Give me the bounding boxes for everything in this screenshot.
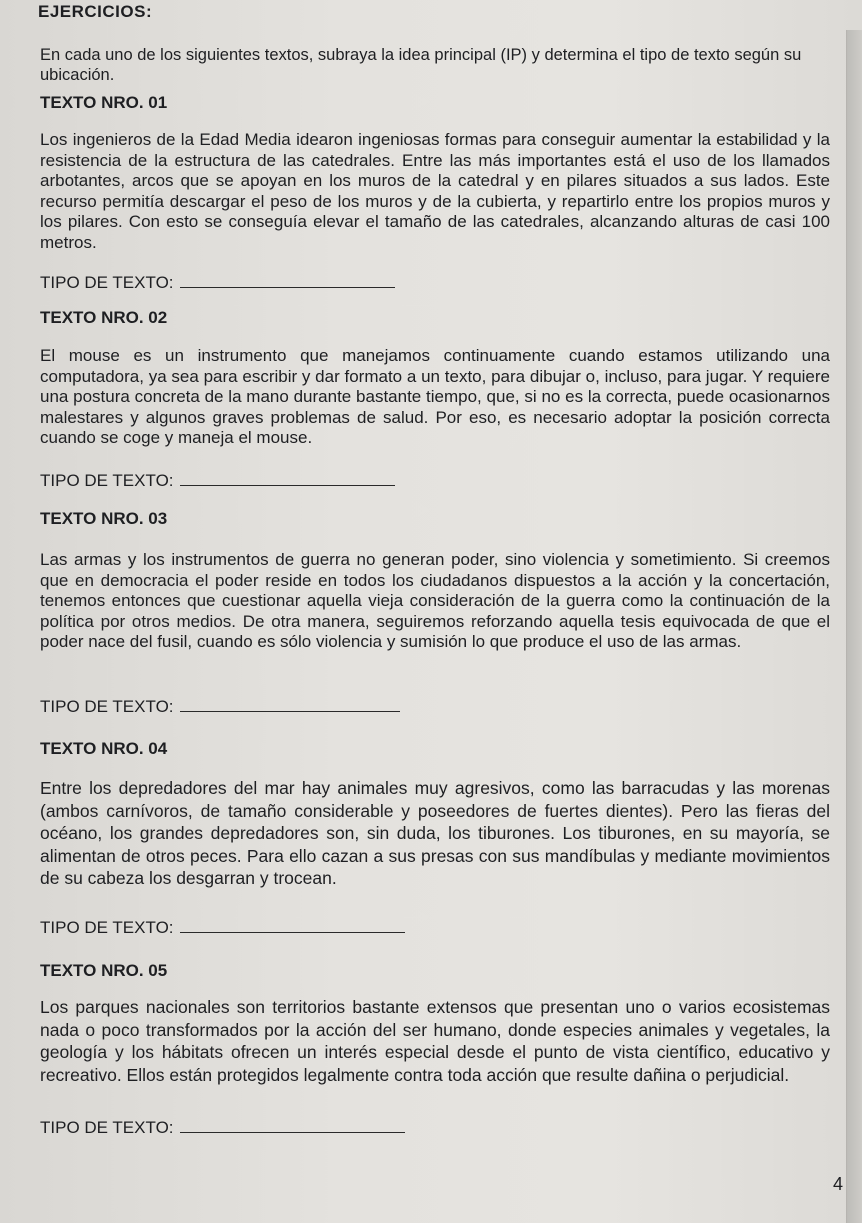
text-5-type-line	[40, 1118, 405, 1138]
text-1-type-line	[40, 273, 395, 293]
text-2-body: El mouse es un instrumento que manejamos continuamente cuando estamos utilizando una computadora, ya sea para escribir y dar formato a un texto, para dibujar o, incluso, para jugar. Y requiere una postura concreta de la mano durante bastante tiempo, que, si no es la correcta, puede ocasionarnos malestares y algunos graves problemas de salud. Por eso, es necesario adoptar la posición correcta cuando se coge y maneja el mouse.	[40, 346, 830, 447]
text-3-type-label: TIPO DE TEXTO:	[40, 697, 174, 716]
text-5-type-blank[interactable]	[180, 1118, 405, 1133]
text-1-title: TEXTO NRO. 01	[40, 93, 168, 112]
text-1-type-label: TIPO DE TEXTO:	[40, 273, 174, 292]
text-4-type-line	[40, 918, 405, 938]
page-header: EJERCICIOS:	[38, 2, 153, 21]
text-4-body: Entre los depredadores del mar hay animales muy agresivos, como las barracudas y las morenas (ambos carnívoros, de tamaño considerable y poseedores de fuertes dientes). Pero las fieras del océano, los grandes depredadores son, sin duda, los tiburones. Los tiburones, en su mayoría, se alimentan de otros peces. Para ello cazan a sus presas con sus mandíbulas y mediante movimientos de su cabeza los desgarran y trocean.	[40, 778, 830, 888]
text-4-type-blank[interactable]	[180, 918, 405, 933]
text-1-body: Los ingenieros de la Edad Media idearon ingeniosas formas para conseguir aumentar la estabilidad y la resistencia de la estructura de las catedrales. Entre las más importantes está el uso de los llamados arbotantes, arcos que se apoyan en los muros de la catedral y en pilares situados a sus lados. Este recurso permitía descargar el peso de los muros y de la cubierta, y repartirlo entre los propios muros y los pilares. Con esto se conseguía elevar el tamaño de las catedrales, alcanzando alturas de casi 100 metros.	[40, 130, 830, 252]
text-5-body: Los parques nacionales son territorios bastante extensos que presentan uno o varios ecosistemas nada o poco transformados por la acción del ser humano, donde especies animales y vegetales, la geología y los hábitats ofrecen un interés especial desde el punto de vista científico, educativo y recreativo. Ellos están protegidos legalmente contra toda acción que resulte dañina o perjudicial.	[40, 997, 830, 1085]
instructions: En cada uno de los siguientes textos, subraya la idea principal (IP) y determina el tipo de texto según su ubicación.	[40, 46, 802, 84]
text-5-type-label: TIPO DE TEXTO:	[40, 1118, 174, 1137]
text-3-type-line	[40, 697, 400, 717]
page-number: 4	[833, 1174, 844, 1194]
page-edge	[846, 30, 862, 1223]
text-4-type-label: TIPO DE TEXTO:	[40, 918, 174, 937]
text-1-type-blank[interactable]	[180, 273, 395, 288]
text-4-title: TEXTO NRO. 04	[40, 739, 168, 758]
text-2-type-blank[interactable]	[180, 471, 395, 486]
text-2-title: TEXTO NRO. 02	[40, 308, 168, 327]
text-3-title: TEXTO NRO. 03	[40, 509, 168, 528]
text-3-type-blank[interactable]	[180, 697, 400, 712]
text-3-body: Las armas y los instrumentos de guerra no generan poder, sino violencia y sometimiento. Si creemos que en democracia el poder reside en todos los ciudadanos dispuestos a la acción y la concertación, tenemos entonces que cuestionar aquella vieja consideración de la guerra como la continuación de la política por otros medios. De otra manera, seguiremos reforzando aquella tesis equivocada de que el poder nace del fusil, cuando es sólo violencia y sumisión lo que produce el uso de las armas.	[40, 550, 830, 651]
text-2-type-line	[40, 471, 395, 491]
text-5-title: TEXTO NRO. 05	[40, 961, 168, 980]
text-2-type-label: TIPO DE TEXTO:	[40, 471, 174, 490]
